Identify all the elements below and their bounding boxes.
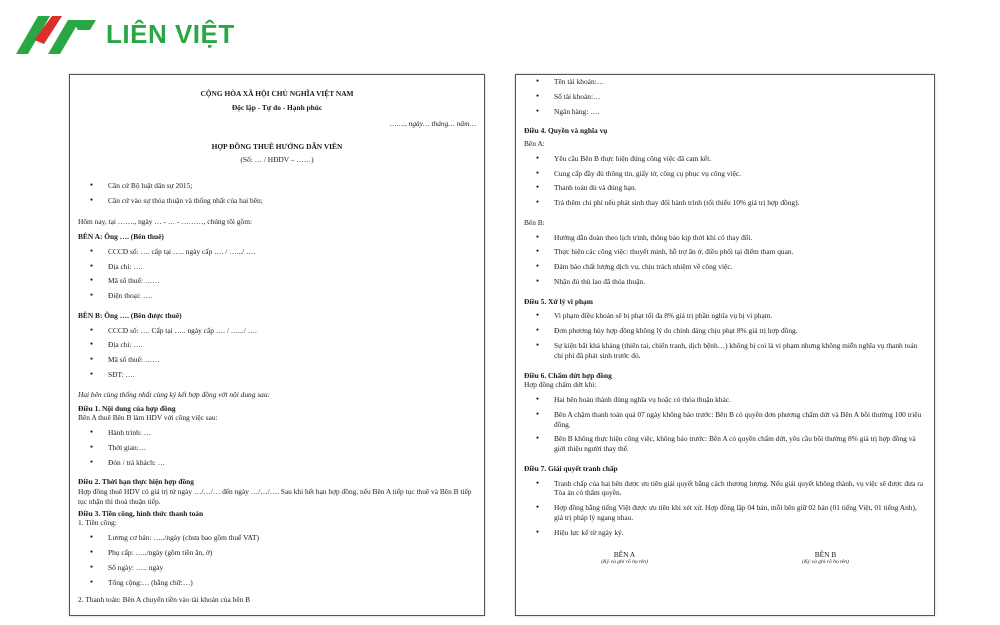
list-item: ● Bên A chậm thanh toán quá 07 ngày không báo trước: Bên B có quyền đơn phương chấm dứt và Bên A bồi thường 100 triệu đồng. (554, 410, 926, 430)
list-item: ● Hai bên hoàn thành đúng nghĩa vụ hoặc có thỏa thuận khác. (554, 395, 926, 405)
article-4-party-a-list (524, 154, 926, 208)
article-1-intro: Bên A thuê Bên B làm HDV với công việc sau: (78, 413, 218, 423)
list-item: ● Trả thêm chi phí nếu phát sinh thay đổi hành trình (tối thiểu 10% giá trị hợp đồng). (554, 198, 926, 208)
list-item: ● Phụ cấp: …../ngày (gồm tiền ăn, ở) (108, 548, 476, 558)
list-item: ● Yêu cầu Bên B thực hiện đúng công việc đã cam kết. (554, 154, 926, 164)
signature-party-b (802, 550, 849, 567)
article-5-list (524, 311, 926, 360)
contract-date: ……., ngày… tháng… năm… (389, 118, 476, 128)
list-item: ● Địa chỉ: …. (108, 262, 476, 272)
article-4-party-a-label: Bên A: (524, 139, 545, 149)
signature-note: (Ký và ghi rõ họ tên) (802, 559, 849, 566)
contract-page-1 (69, 74, 485, 616)
article-4-party-b-label: Bên B: (524, 217, 545, 227)
list-item: ● Thực hiện các công việc: thuyết minh, hỗ trợ ăn ở, điều phối tại điểm tham quan. (554, 247, 926, 257)
list-item: ● Lương cơ bản: …../ngày (chưa bao gồm thuế VAT) (108, 533, 476, 543)
list-item: ● Căn cứ Bộ luật dân sự 2015; (108, 181, 476, 191)
article-6-list (524, 395, 926, 454)
list-item: ● Căn cứ vào sự thỏa thuận và thống nhất của hai bên; (108, 196, 476, 206)
list-item: ● Bên B không thực hiện công việc, không báo trước: Bên A có quyền chấm dứt, yêu cầu bồi thường 8% giá trị hợp đồng và giới thiệu người thay thế. (554, 434, 926, 454)
article-3-sub2: 2. Thanh toán: Bên A chuyển tiền vào tài khoản của bên B (78, 595, 251, 605)
signature-party-a (601, 550, 648, 567)
article-3-heading: Điều 3. Tiền công, hình thức thanh toán (78, 508, 204, 518)
party-b-list (78, 326, 476, 380)
signature-note: (Ký và ghi rõ họ tên) (601, 559, 648, 566)
article-4-heading: Điều 4. Quyền và nghĩa vụ (524, 126, 608, 136)
article-1-list (78, 428, 476, 467)
list-item: ● Số tài khoản:… (554, 92, 926, 102)
list-item: ● Hiệu lực kể từ ngày ký. (554, 528, 926, 538)
nation-heading: CỘNG HÒA XÃ HỘI CHỦ NGHĨA VIỆT NAM (200, 89, 354, 98)
article-3-list (78, 533, 476, 587)
article-6-intro: Hợp đồng chấm dứt khi: (524, 380, 597, 390)
list-item: ● Hành trình: … (108, 428, 476, 438)
list-item: ● Vi phạm điều khoản sẽ bị phạt tối đa 8% giá trị phần nghĩa vụ bị vi phạm. (554, 311, 926, 321)
list-item: ● Hướng dẫn đoàn theo lịch trình, thông báo kịp thời khi có thay đổi. (554, 233, 926, 243)
signature-label: BÊN A (613, 549, 636, 559)
logo-text: LIÊN VIỆT (106, 18, 235, 49)
list-item: ● Cung cấp đầy đủ thông tin, giấy tờ, công cụ phục vụ công việc. (554, 169, 926, 179)
article-2-body: Hợp đồng thuê HDV có giá trị từ ngày …/…/… đến ngày …/…/…. Sau khi hết hạn hợp đồng, nếu Bên A tiếp tục thuê và Bên B tiếp tục nhận thì thoả thuận tiếp. (78, 487, 472, 506)
article-7-heading: Điều 7. Giải quyết tranh chấp (524, 463, 618, 473)
list-item: ● Tranh chấp của hai bên được ưu tiên giải quyết bằng cách thương lượng. Nếu giải quyết không thành, vụ việc sẽ được đưa ra Tòa án có thẩm quyền. (554, 479, 926, 499)
article-5-heading: Điều 5. Xử lý vi phạm (524, 296, 593, 306)
list-item: ● SĐT: …. (108, 370, 476, 380)
bank-info-list (524, 77, 926, 116)
article-1-heading: Điều 1. Nội dung của hợp đồng (78, 403, 176, 413)
article-3-sub1: 1. Tiền công: (78, 518, 117, 528)
list-item: ● Đảm bảo chất lượng dịch vụ, chịu trách nhiệm về công việc. (554, 262, 926, 272)
list-item: ● Ngân hàng: …. (554, 107, 926, 117)
list-item: ● Hợp đồng bằng tiếng Việt được ưu tiên khi xét xử. Hợp đồng lập 04 bản, mỗi bên giữ 02 bản (01 tiếng Việt, 01 tiếng Anh), giá trị pháp lý ngang nhau. (554, 503, 926, 523)
article-4-party-b-list (524, 233, 926, 287)
brand-logo (12, 8, 235, 60)
list-item: ● Số ngày: ….. ngày (108, 563, 476, 573)
contract-title: HỢP ĐỒNG THUÊ HƯỚNG DẪN VIÊN (211, 142, 343, 152)
legal-bases-list (78, 181, 476, 206)
agreement-line: Hai bên cùng thống nhất cùng ký kết hợp đồng với nội dung sau: (78, 389, 271, 399)
list-item: ● Đón / trả khách: … (108, 458, 476, 468)
article-2-heading: Điều 2. Thời hạn thực hiện hợp đồng (78, 477, 194, 487)
list-item: ● CCCD số: …. cấp tại ….. ngày cấp …. / ….../ …. (108, 247, 476, 257)
party-a-list (78, 247, 476, 301)
signature-label: BÊN B (814, 549, 837, 559)
list-item: ● Sự kiện bất khả kháng (thiên tai, chiến tranh, dịch bệnh…) không bị coi là vi phạm nhưng không miễn nghĩa vụ thanh toán chi phí đã phát sinh trước đó. (554, 341, 926, 361)
list-item: ● Tổng cộng:… (bằng chữ:…) (108, 578, 476, 588)
list-item: ● Thanh toán đủ và đúng hạn. (554, 183, 926, 193)
contract-number: (Số: … / HĐDV – ……) (240, 155, 314, 165)
motto: Độc lập - Tự do - Hạnh phúc (231, 102, 323, 112)
list-item: ● Mã số thuế: …… (108, 355, 476, 365)
lien-viet-logo-icon (12, 10, 98, 58)
list-item: ● Điện thoại: …. (108, 291, 476, 301)
signature-block (524, 550, 926, 567)
party-b-heading: BÊN B: Ông …. (Bên được thuê) (78, 310, 182, 320)
today-line: Hôm nay, tại ……., ngày … - … - ………, chúng tôi gồm: (78, 217, 253, 227)
article-6-heading: Điều 6. Chấm dứt hợp đồng (524, 370, 612, 380)
list-item: ● Thời gian:… (108, 443, 476, 453)
list-item: ● Mã số thuế: …… (108, 276, 476, 286)
list-item: ● Địa chỉ: …. (108, 340, 476, 350)
contract-page-2 (515, 74, 935, 616)
article-7-list (524, 479, 926, 538)
list-item: ● Nhận đủ thù lao đã thỏa thuận. (554, 277, 926, 287)
list-item: ● Đơn phương hủy hợp đồng không lý do chính đáng chịu phạt 8% giá trị hợp đồng. (554, 326, 926, 336)
list-item: ● Tên tài khoản:… (554, 77, 926, 87)
list-item: ● CCCD số: …. Cấp tại ….. ngày cấp …. / ….../ …. (108, 326, 476, 336)
party-a-heading: BÊN A: Ông …. (Bên thuê) (78, 232, 164, 242)
